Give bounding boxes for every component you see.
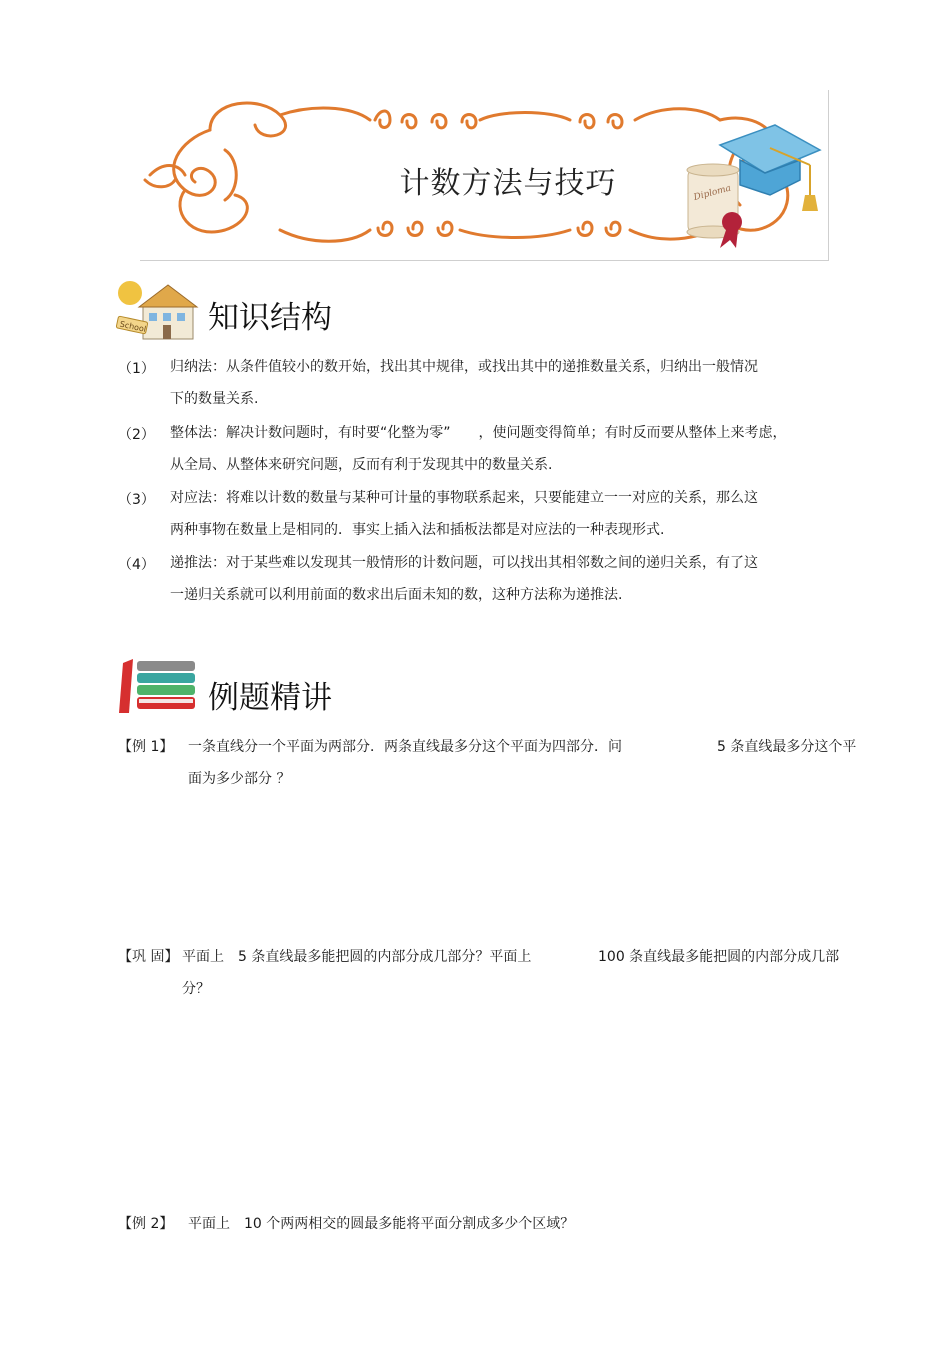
item-number: （4） xyxy=(118,557,155,573)
knowledge-item-line: 下的数量关系. xyxy=(170,391,259,407)
item-number: （3） xyxy=(118,492,155,508)
consolidate-text-cont: 100 条直线最多能把圆的内部分成几部 xyxy=(598,949,840,965)
example-1-tag: 【例 1】 xyxy=(118,739,174,755)
knowledge-item-line: 一递归关系就可以利用前面的数求出后面未知的数，这种方法称为递推法. xyxy=(170,587,623,603)
consolidate-text: 平面上 5 条直线最多能把圆的内部分成几部分？平面上 xyxy=(182,949,532,965)
knowledge-item-line: 递推法：对于某些难以发现其一般情形的计数问题，可以找出其相邻数之间的递归关系，有了这 xyxy=(170,555,758,571)
item-number: （2） xyxy=(118,427,155,443)
example-1-text-line2: 面为多少部分 ？ xyxy=(188,771,291,787)
page-title: 计数方法与技巧 xyxy=(399,166,617,201)
knowledge-item-line: 从全局、从整体来研究问题，反而有利于发现其中的数量关系. xyxy=(170,457,553,473)
books-icon xyxy=(115,655,200,717)
knowledge-item-line: 归纳法：从条件值较小的数开始，找出其中规律，或找出其中的递推数量关系，归纳出一般情况 xyxy=(170,359,758,375)
consolidate-tag: 【巩 固】 xyxy=(118,949,179,965)
knowledge-item-line: 整体法：解决计数问题时，有时要“化整为零” ，使问题变得简单；有时反而要从整体上来考虑， xyxy=(170,425,787,441)
graduation-cap-icon xyxy=(715,115,825,215)
school-sign-text: School xyxy=(119,319,147,334)
school-icon xyxy=(115,275,200,347)
knowledge-item-line: 两种事物在数量上是相同的．事实上插入法和插板法都是对应法的一种表现形式. xyxy=(170,522,665,538)
knowledge-item-line: 对应法：将难以计数的数量与某种可计量的事物联系起来，只要能建立一一对应的关系，那么这 xyxy=(170,490,758,506)
diploma-text: Diploma xyxy=(692,183,733,204)
example-1-text-cont: 5 条直线最多分这个平 xyxy=(717,739,857,755)
title-banner xyxy=(140,90,829,261)
item-number: （1） xyxy=(118,361,155,377)
example-2-text: 平面上 10 个两两相交的圆最多能将平面分割成多少个区域？ xyxy=(188,1216,575,1232)
section-heading-examples: 例题精讲 xyxy=(208,680,332,716)
consolidate-text-line2: 分？ xyxy=(182,981,210,997)
example-2-tag: 【例 2】 xyxy=(118,1216,174,1232)
section-heading-knowledge: 知识结构 xyxy=(208,300,332,336)
example-1-text: 一条直线分一个平面为两部分．两条直线最多分这个平面为四部分．问 xyxy=(188,739,622,755)
